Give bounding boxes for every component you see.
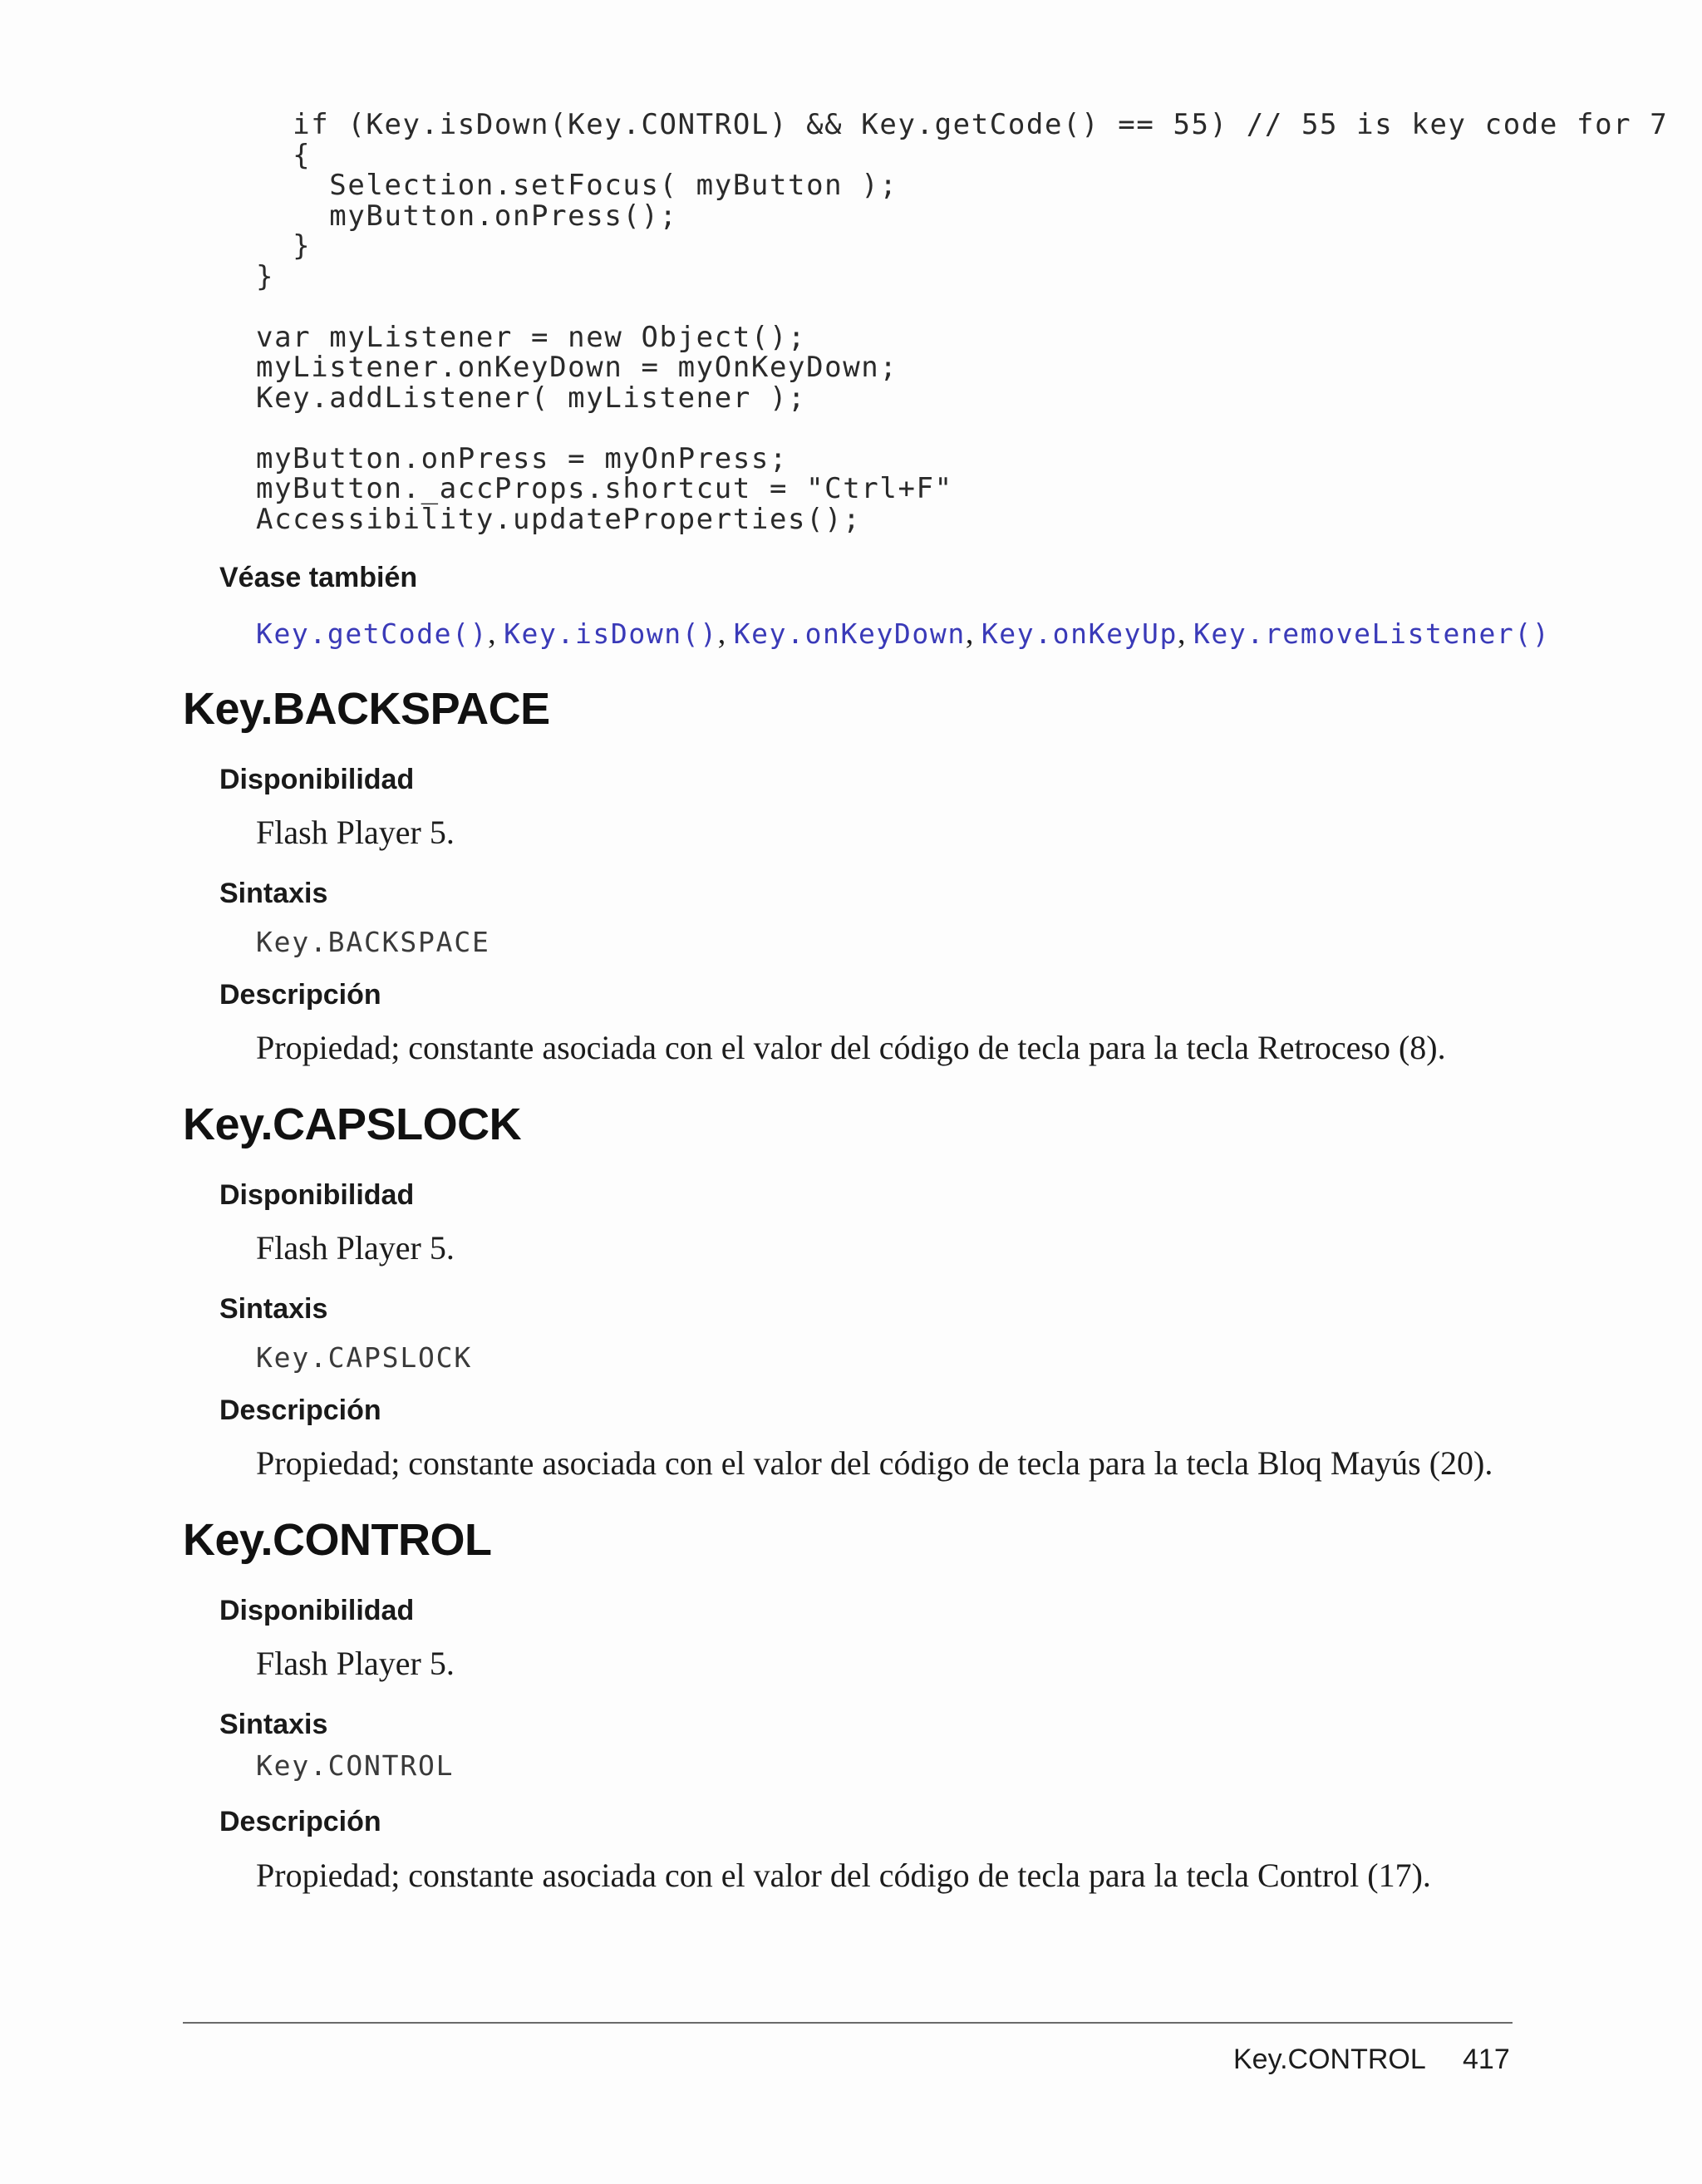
- code-line: Accessibility.updateProperties();: [256, 502, 862, 536]
- syntax-code: Key.CONTROL: [256, 1749, 455, 1782]
- link-key-onkeyup[interactable]: Key.onKeyUp: [981, 617, 1178, 650]
- code-line: myListener.onKeyDown = myOnKeyDown;: [256, 351, 898, 384]
- availability-text: Flash Player 5.: [256, 814, 455, 851]
- code-line: }: [256, 259, 275, 293]
- link-separator: ,: [1177, 616, 1193, 651]
- code-line: if (Key.isDown(Key.CONTROL) && Key.getCode() == 55) // 55 is key code for 7: [256, 108, 1669, 141]
- running-title: Key.CONTROL: [1233, 2044, 1426, 2075]
- code-line: var myListener = new Object();: [256, 320, 807, 354]
- availability-heading: Disponibilidad: [219, 1595, 415, 1626]
- link-key-onkeydown[interactable]: Key.onKeyDown: [733, 617, 966, 650]
- description-heading: Descripción: [219, 1395, 381, 1426]
- availability-text: Flash Player 5.: [256, 1229, 455, 1267]
- code-line: }: [256, 229, 312, 263]
- code-line: myButton.onPress = myOnPress;: [256, 441, 789, 475]
- see-also-links: [256, 616, 1550, 652]
- section-title-backspace: Key.BACKSPACE: [183, 684, 550, 734]
- footer-divider: [183, 2022, 1513, 2024]
- syntax-heading: Sintaxis: [219, 878, 328, 909]
- code-line: myButton.onPress();: [256, 199, 678, 233]
- link-key-removelistener[interactable]: Key.removeListener(): [1193, 617, 1551, 650]
- availability-text: Flash Player 5.: [256, 1645, 455, 1682]
- syntax-code: Key.CAPSLOCK: [256, 1341, 473, 1374]
- page-number: 417: [1463, 2044, 1510, 2075]
- link-separator: ,: [717, 616, 734, 651]
- description-heading: Descripción: [219, 979, 381, 1011]
- see-also-heading: Véase también: [219, 562, 418, 593]
- code-line: Key.addListener( myListener );: [256, 381, 807, 415]
- syntax-code: Key.BACKSPACE: [256, 926, 490, 958]
- availability-heading: Disponibilidad: [219, 1179, 415, 1211]
- section-title-control: Key.CONTROL: [183, 1515, 492, 1565]
- syntax-heading: Sintaxis: [219, 1293, 328, 1325]
- code-example: [256, 110, 1668, 534]
- code-line: {: [256, 138, 312, 172]
- availability-heading: Disponibilidad: [219, 764, 415, 795]
- syntax-heading: Sintaxis: [219, 1709, 328, 1740]
- description-heading: Descripción: [219, 1806, 381, 1837]
- link-separator: ,: [965, 616, 981, 651]
- description-text: Propiedad; constante asociada con el valor del código de tecla para la tecla Control (17).: [256, 1857, 1431, 1894]
- link-separator: ,: [488, 616, 504, 651]
- code-line: [256, 413, 1668, 444]
- code-line: [256, 292, 1668, 322]
- code-line: myButton._accProps.shortcut = "Ctrl+F": [256, 472, 953, 505]
- link-key-getcode[interactable]: Key.getCode(): [256, 617, 489, 650]
- link-key-isdown[interactable]: Key.isDown(): [504, 617, 718, 650]
- section-title-capslock: Key.CAPSLOCK: [183, 1099, 522, 1149]
- description-text: Propiedad; constante asociada con el valor del código de tecla para la tecla Retroceso (8).: [256, 1029, 1446, 1066]
- code-line: Selection.setFocus( myButton );: [256, 169, 898, 202]
- description-text: Propiedad; constante asociada con el valor del código de tecla para la tecla Bloq Mayús (20).: [256, 1444, 1493, 1482]
